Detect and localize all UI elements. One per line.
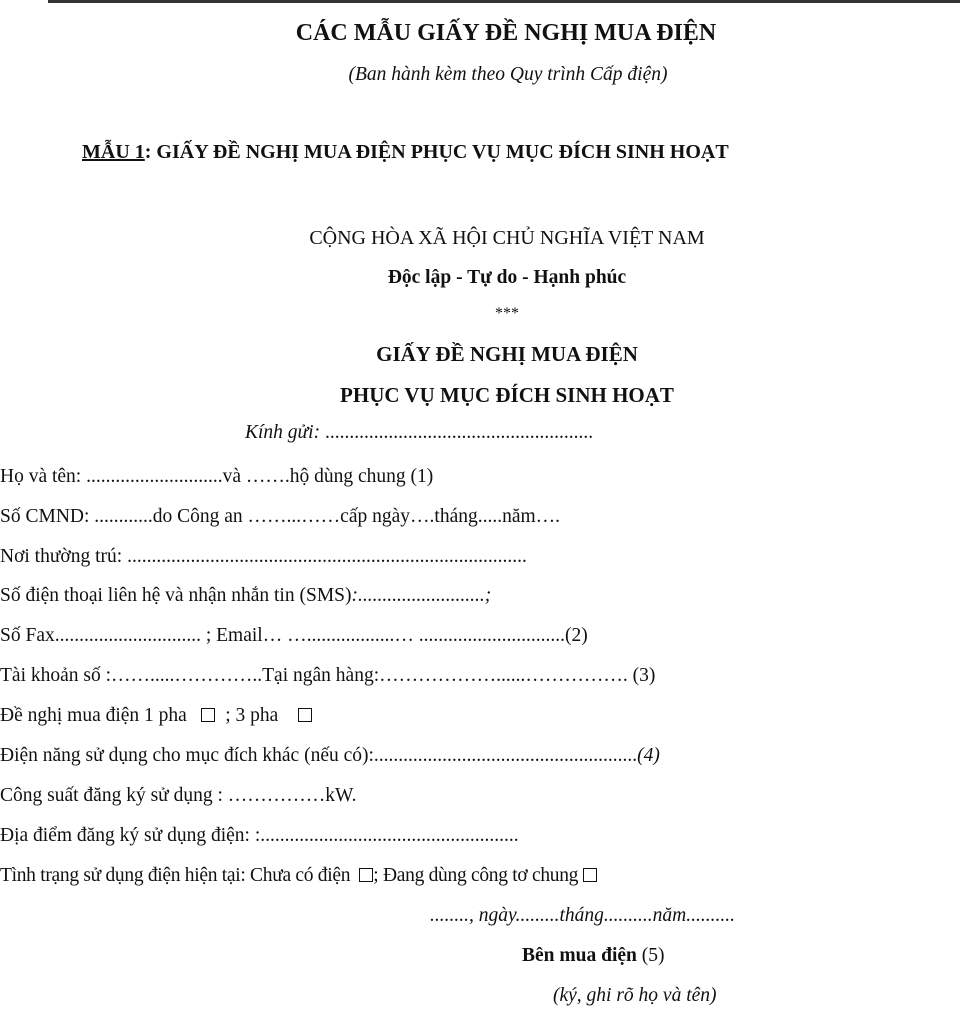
form-heading: [82, 141, 729, 164]
stars-separator: ***: [495, 305, 519, 322]
national-name: CỘNG HÒA XÃ HỘI CHỦ NGHĨA VIỆT NAM: [309, 227, 705, 249]
checkbox-dung-cong-to-chung[interactable]: [583, 868, 597, 882]
checkbox-chua-co-dien[interactable]: [359, 868, 373, 882]
document-title-line1: GIẤY ĐỀ NGHỊ MUA ĐIỆN: [376, 342, 638, 366]
signature-party-note: (5): [636, 945, 665, 966]
field-dien-nang: [0, 745, 660, 767]
page-title: CÁC MẪU GIẤY ĐỀ NGHỊ MUA ĐIỆN: [295, 20, 717, 46]
signature-instruction: (ký, ghi rõ họ và tên): [553, 985, 717, 1006]
field-ho-ten: Họ và tên: ............................và …….hộ dùng chung (1): [0, 466, 434, 487]
kinh-gui-label: Kính gửi:: [245, 422, 321, 443]
dien-nang-label: Điện năng sử dụng cho mục đích khác (nếu có):......................................................: [0, 745, 638, 766]
page-subtitle: (Ban hành kèm theo Quy trình Cấp điện): [348, 64, 668, 85]
signature-date-line: ........, ngày.........tháng..........năm..........: [430, 905, 735, 926]
de-nghi-1pha-label: Đề nghị mua điện 1 pha: [0, 705, 187, 726]
kinh-gui-line: [245, 422, 593, 444]
national-motto: Độc lập - Tự do - Hạnh phúc: [387, 267, 627, 288]
signature-party: [522, 945, 664, 967]
tinh-trang-label-2: ; Đang dùng công tơ chung: [373, 865, 579, 886]
field-sdt: [0, 585, 491, 607]
field-noi-thuong-tru: Nơi thường trú: ..................................................................................: [0, 546, 527, 567]
field-cong-suat: Công suất đăng ký sử dụng : ……………kW.: [0, 785, 357, 806]
field-tai-khoan: Tài khoản số :…….....…………..Tại ngân hàng:………………......……………. (3): [0, 665, 656, 686]
form-code: MẪU 1: [82, 141, 145, 163]
field-sdt-dots: :..........................;: [351, 585, 492, 606]
signature-party-label: Bên mua điện: [522, 945, 637, 966]
document-title-line2: PHỤC VỤ MỤC ĐÍCH SINH HOẠT: [340, 383, 674, 407]
tinh-trang-label: Tình trạng sử dụng điện hiện tại: Chưa có điện: [0, 865, 351, 886]
checkbox-3pha[interactable]: [298, 708, 312, 722]
top-rule: [48, 0, 960, 3]
field-sdt-label: Số điện thoại liên hệ và nhận nhắn tin (SMS): [0, 585, 352, 606]
kinh-gui-dots: .......................................................: [320, 422, 594, 443]
field-tinh-trang: [0, 865, 597, 887]
field-fax-email: Số Fax.............................. ; Email… …..................… ..............................(2): [0, 625, 588, 646]
field-de-nghi: [0, 705, 312, 727]
field-cmnd: Số CMND: ............do Công an ……...……cấp ngày….tháng.....năm….: [0, 506, 561, 527]
form-heading-text: : GIẤY ĐỀ NGHỊ MUA ĐIỆN PHỤC VỤ MỤC ĐÍCH SINH HOẠT: [144, 141, 729, 163]
checkbox-1pha[interactable]: [201, 708, 215, 722]
de-nghi-3pha-label: ; 3 pha: [225, 705, 279, 726]
field-dia-diem: Địa điểm đăng ký sử dụng điện: :.....................................................: [0, 825, 519, 846]
dien-nang-note: (4): [637, 745, 660, 766]
